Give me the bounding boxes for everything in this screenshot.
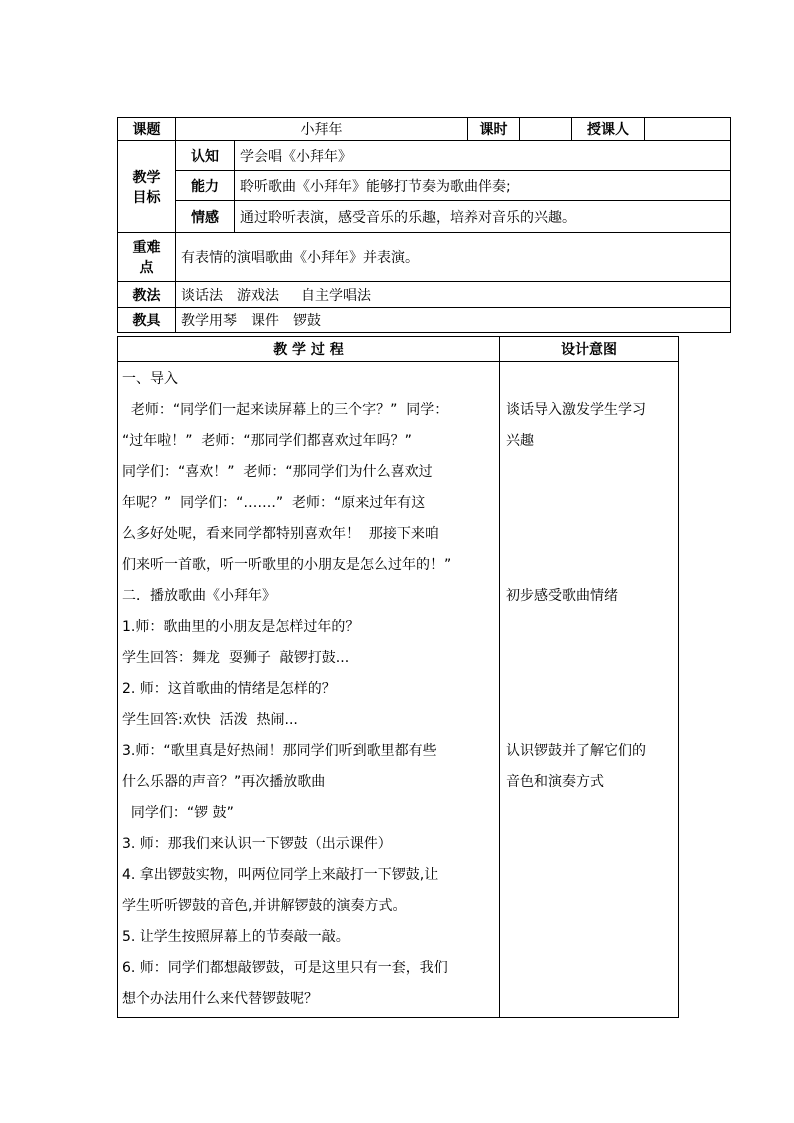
process-line: 1.师：歌曲里的小朋友是怎样过年的？ [122, 619, 360, 635]
goal-cognition-label: 认知 [176, 141, 235, 171]
process-content [118, 362, 500, 1018]
goal-ability-text: 聆听歌曲《小拜年》能够打节奏为歌曲伴奏; [235, 171, 731, 201]
design-line: 认识锣鼓并了解它们的 [506, 743, 646, 759]
goal-cognition-text: 学会唱《小拜年》 [235, 141, 731, 171]
design-line: 音色和演奏方式 [506, 774, 604, 790]
process-line: 二．播放歌曲《小拜年》 [122, 588, 276, 604]
key-points-label: 重难 点 [118, 233, 176, 282]
process-line: 同学们：“喜欢！” 老师：“那同学们为什么喜欢过 [122, 464, 433, 480]
teacher-value [645, 118, 731, 141]
methods-label: 教法 [118, 282, 176, 308]
process-line: 老师：“同学们一起来读屏幕上的三个字？” 同学： [122, 402, 449, 418]
lesson-info-table [117, 117, 731, 333]
process-line: 们来听一首歌，听一听歌里的小朋友是怎么过年的！” [122, 557, 452, 573]
process-table [117, 336, 679, 1018]
design-line [506, 488, 672, 519]
design-intent-content [500, 362, 679, 1018]
subject-value: 小拜年 [176, 118, 468, 141]
process-line: 同学们：“锣 鼓” [122, 805, 234, 821]
design-line [506, 550, 672, 581]
process-line: 6. 师：同学们都想敲锣鼓，可是这里只有一套，我们 [122, 960, 448, 976]
tools-label: 教具 [118, 308, 176, 333]
goal-ability-label: 能力 [176, 171, 235, 201]
process-line: 想个办法用什么来代替锣鼓呢？ [122, 991, 318, 1007]
goal-emotion-text: 通过聆听表演，感受音乐的乐趣，培养对音乐的兴趣。 [235, 201, 731, 233]
key-points-text: 有表情的演唱歌曲《小拜年》并表演。 [176, 233, 731, 282]
design-line [506, 705, 672, 736]
design-line [506, 674, 672, 705]
goal-emotion-label: 情感 [176, 201, 235, 233]
methods-text: 谈话法 游戏法 自主学唱法 [176, 282, 731, 308]
process-header: 教 学 过 程 [118, 337, 500, 362]
design-line [506, 643, 672, 674]
design-line: 初步感受歌曲情绪 [506, 588, 618, 604]
design-line [506, 457, 672, 488]
process-line: 么多好处呢，看来同学都特别喜欢年！ 那接下来咱 [122, 526, 439, 542]
design-intent-header: 设计意图 [500, 337, 679, 362]
process-line: 一、导入 [122, 371, 178, 387]
process-line: 4. 拿出锣鼓实物，叫两位同学上来敲打一下锣鼓,让 [122, 867, 439, 883]
process-line: 学生回答:欢快 活泼 热闹... [122, 712, 298, 728]
design-line [506, 612, 672, 643]
process-line: 5. 让学生按照屏幕上的节奏敲一敲。 [122, 929, 350, 945]
process-line: 什么乐器的声音？”再次播放歌曲 [122, 774, 326, 790]
process-line: 3. 师：那我们来认识一下锣鼓（出示课件） [122, 836, 392, 852]
process-line: “过年啦！” 老师：“那同学们都喜欢过年吗？” [122, 433, 412, 449]
process-line: 年呢？” 同学们：“…….” 老师：“原来过年有这 [122, 495, 426, 511]
design-line: 兴趣 [506, 433, 534, 449]
goals-label: 教学 目标 [118, 141, 176, 233]
subject-label: 课题 [118, 118, 176, 141]
design-line: 谈话导入激发学生学习 [506, 402, 646, 418]
process-line: 2. 师：这首歌曲的情绪是怎样的？ [122, 681, 336, 697]
design-line [506, 364, 672, 395]
period-value [520, 118, 572, 141]
design-line [506, 519, 672, 550]
process-line: 学生听听锣鼓的音色,并讲解锣鼓的演奏方式。 [122, 898, 407, 914]
process-line: 学生回答：舞龙 耍狮子 敲锣打鼓... [122, 650, 350, 666]
process-line: 3.师：“歌里真是好热闹！那同学们听到歌里都有些 [122, 743, 437, 759]
teacher-label: 授课人 [572, 118, 645, 141]
tools-text: 教学用琴 课件 锣鼓 [176, 308, 731, 333]
period-label: 课时 [468, 118, 520, 141]
